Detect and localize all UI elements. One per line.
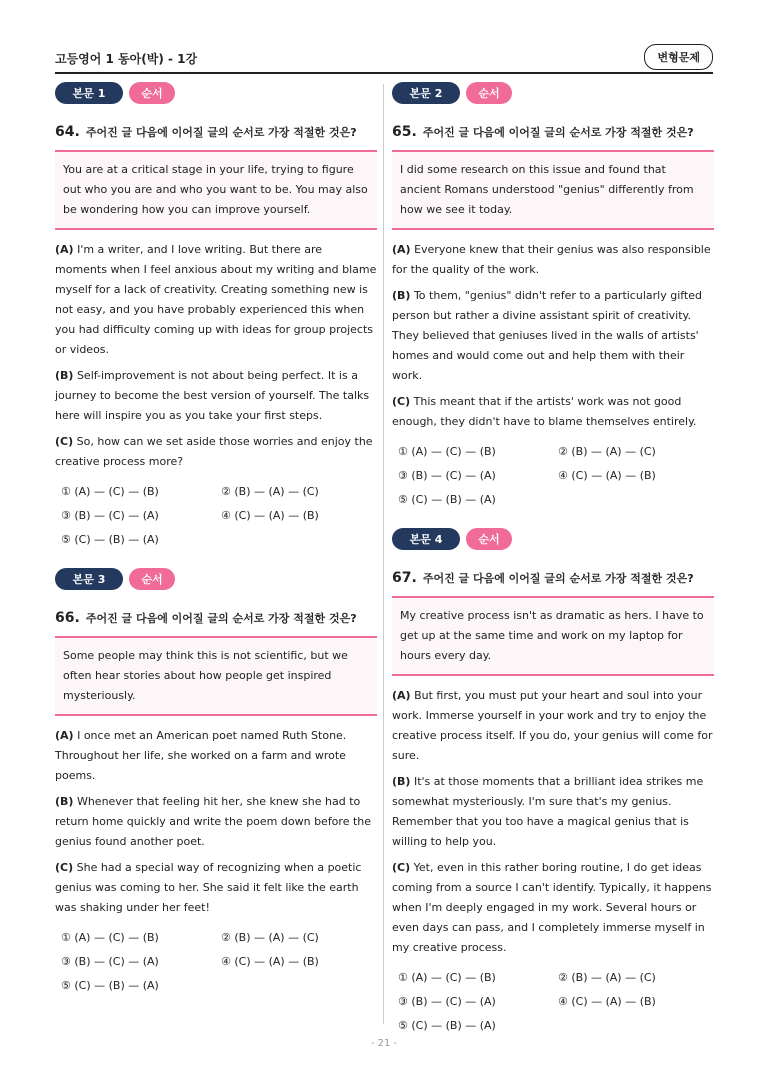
choice-4[interactable]: ④ (C) — (A) — (B): [558, 995, 656, 1008]
question-text: 주어진 글 다음에 이어질 글의 순서로 가장 적절한 것은?: [85, 612, 357, 625]
section-tag: 본문 2: [392, 82, 460, 104]
section-type-tag: 순서: [466, 82, 512, 104]
choice-5[interactable]: ⑤ (C) — (B) — (A): [61, 533, 159, 546]
answer-choices: [55, 482, 377, 550]
choice-3[interactable]: ③ (B) — (C) — (A): [398, 469, 496, 482]
choice-5[interactable]: ⑤ (C) — (B) — (A): [398, 1019, 496, 1032]
choice-1[interactable]: ① (A) — (C) — (B): [61, 931, 159, 944]
section-type-tag: 순서: [466, 528, 512, 550]
paragraph-b: (B) Whenever that feeling hit her, she knew she had to return home quickly and write the poem down before the genius found another poet.: [55, 795, 372, 848]
question-number: 66.: [55, 610, 80, 626]
intro-box: Some people may think this is not scientific, but we often hear stories about how people get inspired mysteriously.: [55, 636, 377, 716]
question-text: 주어진 글 다음에 이어질 글의 순서로 가장 적절한 것은?: [85, 126, 357, 139]
section-tag: 본문 3: [55, 568, 123, 590]
paragraph-c: (C) She had a special way of recognizing when a poetic genius was coming to her. She said it felt like the earth was shaking under her feet!: [55, 861, 362, 914]
choice-3[interactable]: ③ (B) — (C) — (A): [61, 509, 159, 522]
section-4: [392, 528, 714, 1036]
question-text: 주어진 글 다음에 이어질 글의 순서로 가장 적절한 것은?: [422, 126, 694, 139]
question-number: 65.: [392, 124, 417, 140]
choice-2[interactable]: ② (B) — (A) — (C): [558, 445, 656, 458]
paragraph-b: (B) Self-improvement is not about being perfect. It is a journey to become the best version of yourself. The talks here will inspire you as you take your first steps.: [55, 369, 370, 422]
question-title: [55, 610, 377, 626]
choice-2[interactable]: ② (B) — (A) — (C): [558, 971, 656, 984]
choice-5[interactable]: ⑤ (C) — (B) — (A): [398, 493, 496, 506]
section-tag: 본문 1: [55, 82, 123, 104]
section-tag: 본문 4: [392, 528, 460, 550]
paragraph-b: (B) To them, "genius" didn't refer to a particularly gifted person but rather a divine assistant spirit of creativity. They believed that geniuses lived in the walls of artists' homes and would come out and help them with their work.: [392, 289, 702, 382]
right-column: [392, 82, 714, 1036]
header-title: 고등영어 1 동아(박) - 1강: [55, 52, 198, 66]
question-title: [392, 570, 714, 586]
choice-4[interactable]: ④ (C) — (A) — (B): [221, 955, 319, 968]
section-1: [55, 82, 377, 550]
answer-choices: [392, 442, 714, 510]
paragraph-c: (C) Yet, even in this rather boring routine, I do get ideas coming from a source I can't identify. Typically, it happens when I'm deeply engaged in my work. Several hours or even days can pass, and I completely immerse myself in my creative process.: [392, 861, 712, 954]
paragraph-a: (A) Everyone knew that their genius was also responsible for the quality of the work.: [392, 243, 711, 276]
paragraph-a: (A) I'm a writer, and I love writing. But there are moments when I feel anxious about my writing and blame myself for a lack of creativity. Creating something new is not easy, and you have probably experienced this when you had difficulty coming up with ideas for group projects or videos.: [55, 243, 377, 356]
choice-4[interactable]: ④ (C) — (A) — (B): [558, 469, 656, 482]
question-number: 64.: [55, 124, 80, 140]
left-column: [55, 82, 377, 996]
question-text: 주어진 글 다음에 이어질 글의 순서로 가장 적절한 것은?: [422, 572, 694, 585]
question-title: [55, 124, 377, 140]
choice-2[interactable]: ② (B) — (A) — (C): [221, 485, 319, 498]
paragraph-a: (A) But first, you must put your heart and soul into your work. Immerse yourself in your work and try to enjoy the creative process itself. If you do, your genius will come for sure.: [392, 689, 713, 762]
choice-3[interactable]: ③ (B) — (C) — (A): [61, 955, 159, 968]
section-type-tag: 순서: [129, 82, 175, 104]
paragraph-c: (C) So, how can we set aside those worries and enjoy the creative process more?: [55, 435, 373, 468]
page-number: - 21 -: [370, 1038, 398, 1049]
choice-1[interactable]: ① (A) — (C) — (B): [61, 485, 159, 498]
answer-choices: [392, 968, 714, 1036]
intro-box: I did some research on this issue and found that ancient Romans understood "genius" differently from how we see it today.: [392, 150, 714, 230]
choice-2[interactable]: ② (B) — (A) — (C): [221, 931, 319, 944]
choice-4[interactable]: ④ (C) — (A) — (B): [221, 509, 319, 522]
section-type-tag: 순서: [129, 568, 175, 590]
choice-1[interactable]: ① (A) — (C) — (B): [398, 445, 496, 458]
header-badge: 변형문제: [644, 44, 713, 70]
choice-5[interactable]: ⑤ (C) — (B) — (A): [61, 979, 159, 992]
intro-box: My creative process isn't as dramatic as hers. I have to get up at the same time and work on my laptop for hours every day.: [392, 596, 714, 676]
column-divider: [383, 84, 384, 1024]
paragraph-a: (A) I once met an American poet named Ruth Stone. Throughout her life, she worked on a farm and wrote poems.: [55, 729, 347, 782]
question-title: [392, 124, 714, 140]
section-2: [392, 82, 714, 510]
paragraph-b: (B) It's at those moments that a brilliant idea strikes me somewhat mysteriously. I'm sure that's my genius. Remember that you too have a magical genius that is willing to help you.: [392, 775, 704, 848]
choice-1[interactable]: ① (A) — (C) — (B): [398, 971, 496, 984]
choice-3[interactable]: ③ (B) — (C) — (A): [398, 995, 496, 1008]
page-header: [55, 40, 713, 74]
section-3: [55, 568, 377, 996]
paragraph-c: (C) This meant that if the artists' work was not good enough, they didn't have to blame themselves entirely.: [392, 395, 697, 428]
question-number: 67.: [392, 570, 417, 586]
intro-box: You are at a critical stage in your life, trying to figure out who you are and who you want to be. You may also be wondering how you can improve yourself.: [55, 150, 377, 230]
answer-choices: [55, 928, 377, 996]
